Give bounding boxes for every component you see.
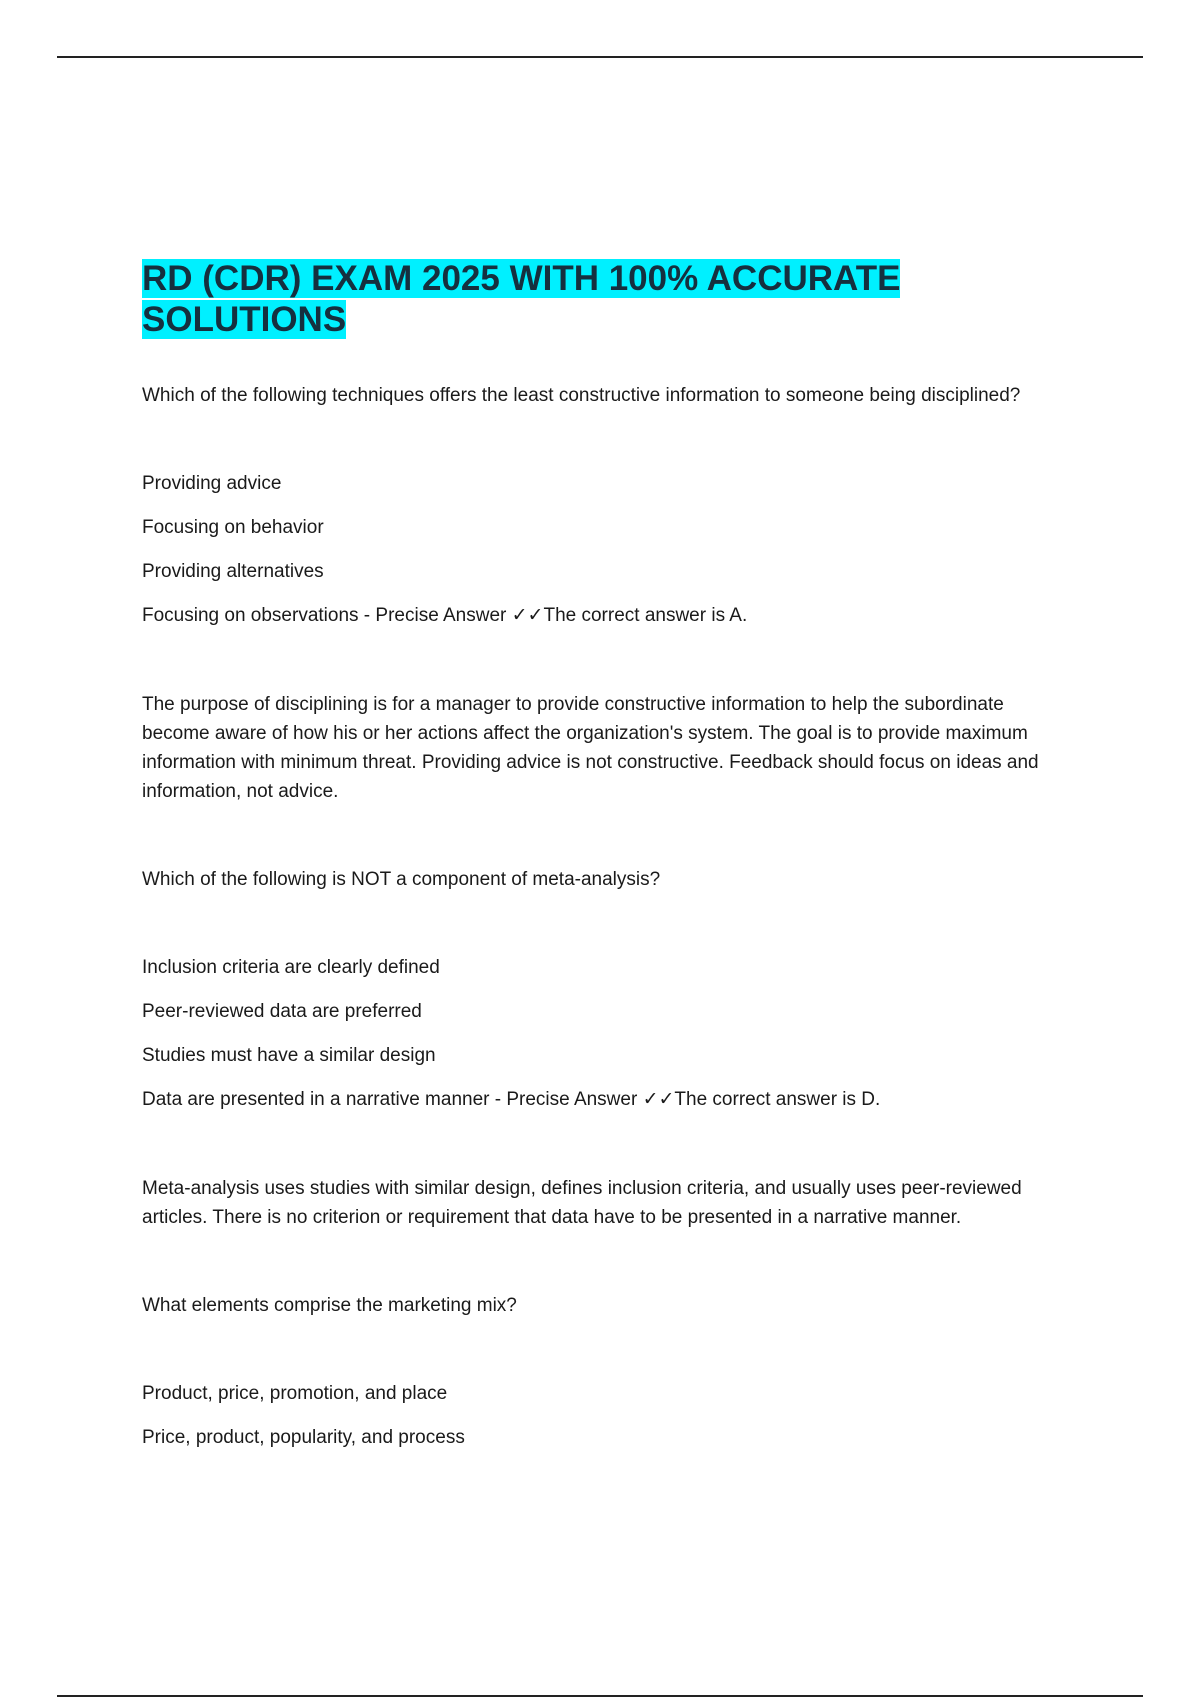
answer-option: Inclusion criteria are clearly defined <box>142 957 440 978</box>
answer-option: Peer-reviewed data are preferred <box>142 1001 422 1022</box>
answer-explanation: The purpose of disciplining is for a manager to provide constructive information to help the subordinate become aware of how his or her actions affect the organization's system. The goal is to provide maximum information with minimum threat. Providing advice is not constructive. Feedback should focus on ideas and information, not advice. <box>142 694 1039 802</box>
document-title-highlight: RD (CDR) EXAM 2025 WITH 100% ACCURATE SOLUTIONS <box>142 259 901 339</box>
answer-option: Studies must have a similar design <box>142 1045 436 1066</box>
document-title <box>142 258 1072 340</box>
question-block-3 <box>142 1292 1072 1452</box>
answer-explanation: Meta-analysis uses studies with similar design, defines inclusion criteria, and usually uses peer-reviewed articles. There is no criterion or requirement that data have to be presented in a narrative manner. <box>142 1178 1022 1228</box>
correct-answer-line: Data are presented in a narrative manner - Precise Answer ✓✓The correct answer is D. <box>142 1089 881 1110</box>
answer-option: Focusing on behavior <box>142 517 324 538</box>
question-text: Which of the following techniques offers the least constructive information to someone being disciplined? <box>142 385 1021 406</box>
correct-answer-line: Focusing on observations - Precise Answer ✓✓The correct answer is A. <box>142 605 748 626</box>
question-text: Which of the following is NOT a component of meta-analysis? <box>142 869 661 890</box>
answer-option: Providing alternatives <box>142 561 324 582</box>
answer-option: Price, product, popularity, and process <box>142 1427 465 1448</box>
top-rule <box>57 56 1143 58</box>
bottom-rule <box>57 1695 1143 1697</box>
answer-option: Product, price, promotion, and place <box>142 1383 448 1404</box>
answer-option: Providing advice <box>142 473 282 494</box>
question-block-2 <box>142 866 1072 1232</box>
question-block-1 <box>142 382 1072 806</box>
document-body <box>142 258 1072 1468</box>
question-text: What elements comprise the marketing mix? <box>142 1295 517 1316</box>
